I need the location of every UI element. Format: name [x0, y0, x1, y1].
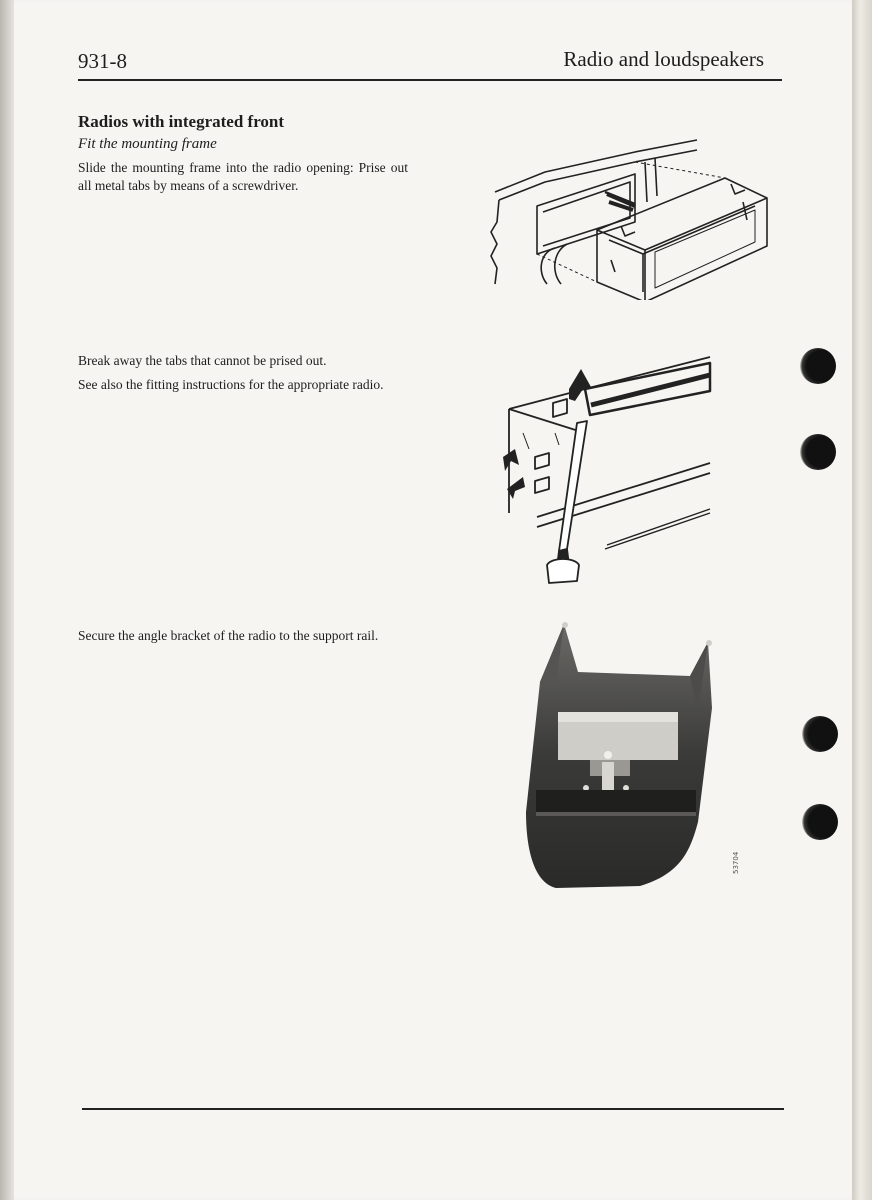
header-rule — [78, 79, 782, 81]
instruction-mounting-frame: Slide the mounting frame into the radio opening: Prise out all metal tabs by means of a screwdriver. — [78, 160, 408, 193]
angle-bracket-photo — [520, 612, 720, 902]
footer-rule — [82, 1108, 784, 1110]
instruction-see-also: See also the fitting instructions for the appropriate radio. — [78, 377, 384, 392]
instruction-angle-bracket: Secure the angle bracket of the radio to the support rail. — [78, 628, 379, 643]
section-subtitle: Fit the mounting frame — [78, 136, 217, 152]
punch-hole — [800, 348, 836, 384]
figure-code: 53704 — [732, 851, 740, 874]
punch-hole — [802, 716, 838, 752]
binding-edge — [0, 0, 14, 1200]
mounting-frame-illustration — [485, 132, 770, 300]
punch-hole — [802, 804, 838, 840]
page-edge — [852, 0, 872, 1200]
chapter-title: Radio and loudspeakers — [563, 47, 764, 71]
page-number: 931-8 — [78, 49, 127, 73]
punch-hole — [800, 434, 836, 470]
instruction-break-tabs: Break away the tabs that cannot be prised out. — [78, 353, 327, 368]
prise-tabs-illustration — [495, 353, 715, 585]
section-title: Radios with integrated front — [78, 112, 285, 131]
